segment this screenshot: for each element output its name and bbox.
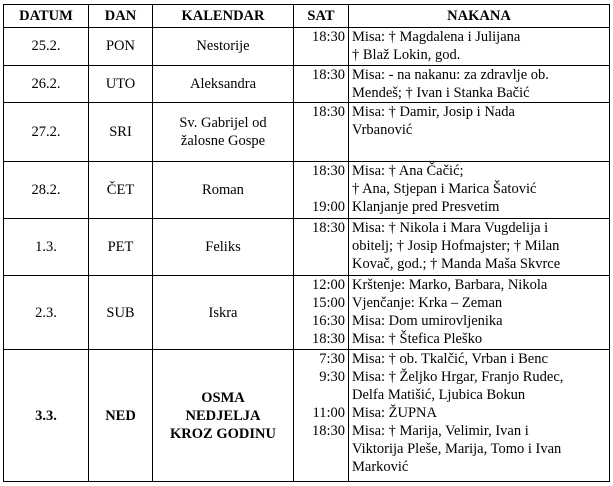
table-row [4, 350, 610, 482]
sat-time: 18:30 [311, 29, 345, 45]
kalendar-line: Aleksandra [189, 76, 257, 93]
cell-kalendar [153, 350, 294, 482]
cell-nakana [349, 28, 610, 66]
header-row [4, 5, 610, 28]
nakana-line: Misa: † Magdalena i Julijana [352, 29, 521, 45]
kalendar-line: NEDJELJA [185, 407, 261, 424]
cell-dan: UTO [89, 65, 153, 103]
table-row [4, 218, 610, 275]
table-row [4, 161, 610, 218]
nakana-line: Marković [352, 459, 409, 476]
cell-sat [294, 103, 349, 161]
cell-dan: ČET [89, 161, 153, 218]
nakana-line: Mendeš; † Ivan i Stanka Bačić [352, 84, 530, 101]
sat-time: 18:30 [311, 423, 345, 440]
table-row [4, 28, 610, 66]
sat-time: 16:30 [311, 312, 345, 329]
sat-time: 18:30 [311, 162, 345, 179]
nakana-line: † Ana, Stjepan i Marica Šatović [352, 180, 537, 197]
nakana-line: obitelj; † Josip Hofmajster; † Milan [352, 237, 560, 254]
cell-nakana [349, 218, 610, 275]
sat-time [297, 180, 345, 198]
header-kalendar: KALENDAR [153, 5, 294, 28]
nakana-line: Misa: † Marija, Velimir, Ivan i [352, 423, 529, 440]
kalendar-line: KROZ GODINU [170, 425, 276, 442]
nakana-line: Krštenje: Marko, Barbara, Nikola [352, 276, 548, 293]
nakana-line: Viktorija Pleše, Marija, Tomo i Ivan [352, 441, 562, 458]
nakana-line: Vrbanović [352, 122, 413, 139]
cell-sat [294, 350, 349, 482]
nakana-line: Klanjanje pred Presvetim [352, 198, 500, 215]
cell-sat [294, 275, 349, 349]
sat-time [297, 386, 345, 404]
nakana-line: † Blaž Lokin, god. [352, 47, 461, 63]
sat-time: 15:00 [311, 294, 345, 311]
nakana-line: Delfa Matišić, Ljubica Bokun [352, 387, 526, 404]
cell-kalendar [153, 65, 294, 103]
cell-datum: 28.2. [4, 161, 89, 218]
kalendar-line: Sv. Gabrijel od [179, 115, 267, 132]
cell-dan: SRI [89, 103, 153, 161]
cell-nakana [349, 65, 610, 103]
header-nakana: NAKANA [349, 5, 610, 28]
header-datum: DATUM [4, 5, 89, 28]
table-row [4, 103, 610, 161]
kalendar-line: Roman [202, 181, 244, 198]
cell-dan: NED [89, 350, 153, 482]
cell-kalendar [153, 161, 294, 218]
nakana-line: Misa: † Željko Hrgar, Franjo Rudec, [352, 369, 564, 386]
table-row [4, 275, 610, 349]
cell-datum: 26.2. [4, 65, 89, 103]
cell-sat [294, 65, 349, 103]
kalendar-line: OSMA [201, 389, 245, 406]
kalendar-line: žalosne Gospe [180, 133, 266, 150]
cell-sat [294, 161, 349, 218]
sat-time: 9:30 [319, 369, 345, 386]
cell-dan: SUB [89, 275, 153, 349]
cell-sat [294, 218, 349, 275]
cell-kalendar [153, 28, 294, 66]
cell-kalendar [153, 275, 294, 349]
nakana-line: Kovač, god.; † Manda Maša Skvrce [352, 255, 561, 272]
header-dan: DAN [89, 5, 153, 28]
cell-nakana [349, 275, 610, 349]
sat-time: 18:30 [311, 219, 345, 236]
cell-datum: 2.3. [4, 275, 89, 349]
nakana-line: Misa: ŽUPNA [352, 405, 437, 422]
kalendar-line: Nestorije [196, 38, 250, 55]
kalendar-line: Iskra [208, 304, 238, 321]
sat-time: 19:00 [311, 198, 345, 215]
sat-time: 7:30 [319, 351, 345, 368]
schedule-body [4, 28, 610, 482]
cell-datum: 25.2. [4, 28, 89, 66]
sat-time: 18:30 [311, 330, 345, 347]
cell-nakana [349, 103, 610, 161]
cell-dan: PET [89, 218, 153, 275]
sat-time: 18:30 [311, 104, 345, 121]
cell-kalendar [153, 103, 294, 161]
nakana-line: Misa: † Štefica Pleško [352, 330, 483, 347]
nakana-line: Misa: † Damir, Josip i Nada [352, 104, 515, 121]
cell-dan: PON [89, 28, 153, 66]
cell-datum: 1.3. [4, 218, 89, 275]
nakana-line: Misa: † ob. Tkalčić, Vrban i Benc [352, 351, 548, 368]
cell-datum: 3.3. [4, 350, 89, 482]
cell-sat [294, 28, 349, 66]
cell-datum: 27.2. [4, 103, 89, 161]
kalendar-line: Feliks [205, 238, 241, 255]
nakana-line: Misa: - na nakanu: za zdravlje ob. [352, 66, 549, 83]
table-row [4, 65, 610, 103]
nakana-line: Misa: Dom umirovljenika [352, 312, 503, 329]
cell-kalendar [153, 218, 294, 275]
cell-nakana [349, 350, 610, 482]
nakana-line: Misa: † Ana Čačić; [352, 162, 464, 179]
nakana-line: Misa: † Nikola i Mara Vugdelija i [352, 219, 549, 236]
nakana-line: Vjenčanje: Krka – Zeman [352, 294, 503, 311]
cell-nakana [349, 161, 610, 218]
sat-time: 11:00 [312, 405, 345, 422]
sat-time: 18:30 [311, 66, 345, 83]
sat-time: 12:00 [311, 276, 345, 293]
mass-schedule-table [3, 4, 610, 482]
header-sat: SAT [294, 5, 349, 28]
